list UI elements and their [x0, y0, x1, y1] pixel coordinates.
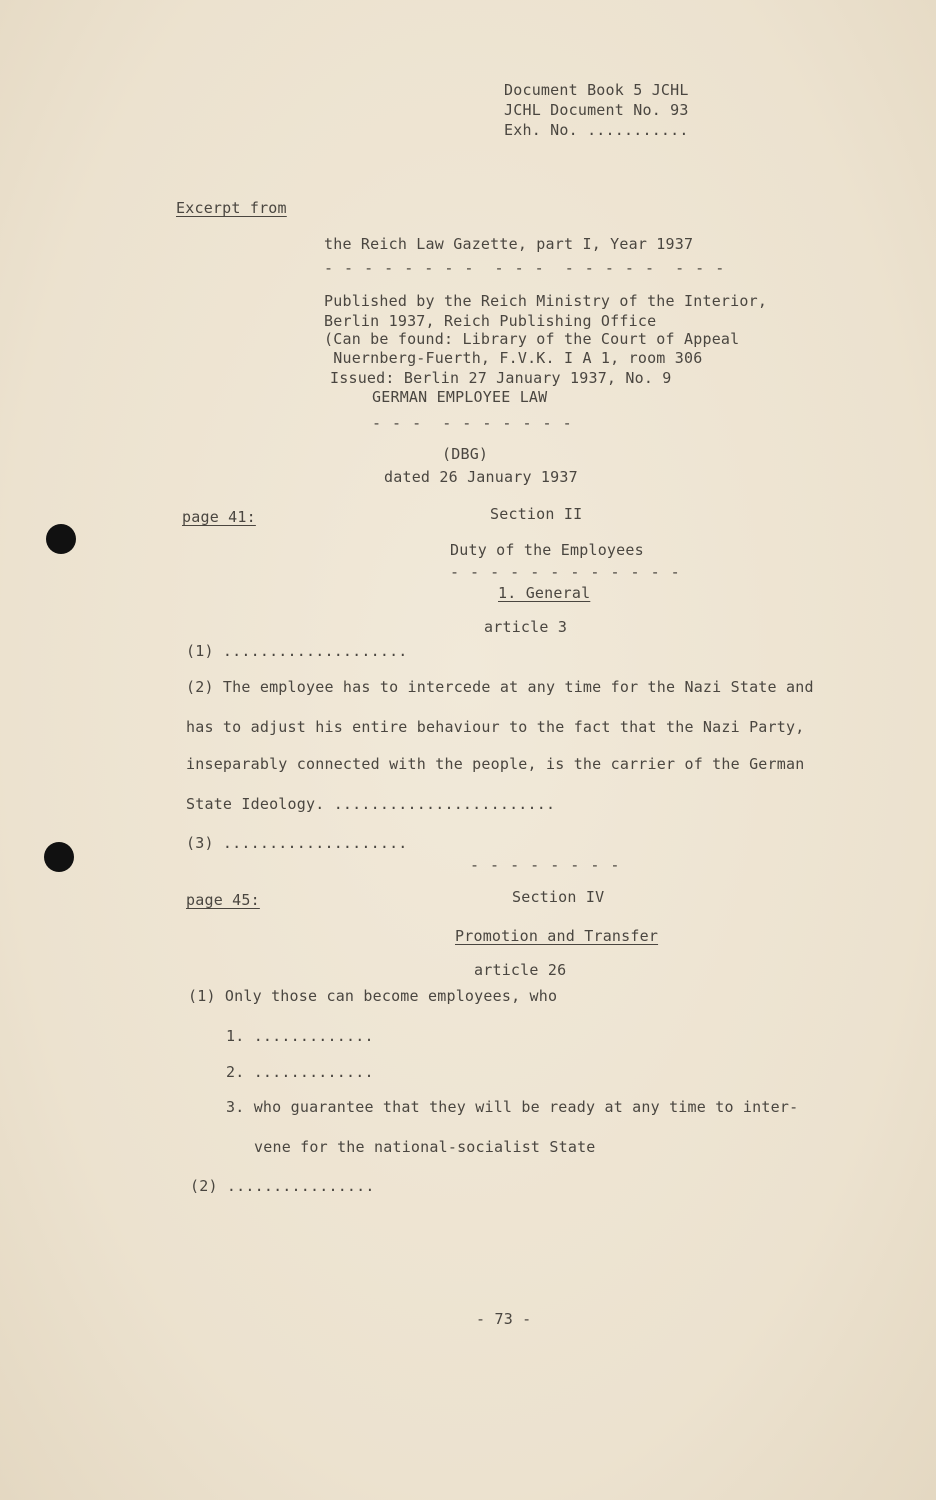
law-abbreviation: (DBG) — [442, 445, 489, 463]
published-line-2: Berlin 1937, Reich Publishing Office — [324, 312, 657, 330]
section-iv-heading: Section IV — [512, 888, 605, 906]
article-3-para-2-line-2: has to adjust his entire behaviour to the fact that the Nazi Party, — [186, 718, 805, 736]
gazette-title: the Reich Law Gazette, part I, Year 1937 — [324, 235, 694, 253]
section-ii-end-rule: - - - - - - - - — [470, 856, 621, 874]
page-ref-45: page 45: — [186, 891, 260, 909]
article-3-para-1: (1) .................... — [186, 642, 408, 660]
header-document-number: JCHL Document No. 93 — [504, 101, 689, 119]
article-26-para-2: (2) ................ — [190, 1177, 375, 1195]
found-line-1: (Can be found: Library of the Court of Appeal — [324, 330, 740, 348]
law-date: dated 26 January 1937 — [384, 468, 578, 486]
section-ii-heading: Section II — [490, 505, 583, 523]
gazette-title-rule: - - - - - - - - - - - - - - - - - - - — [324, 259, 726, 277]
published-line-1: Published by the Reich Ministry of the Interior, — [324, 292, 768, 310]
article-26-item-3-line-1: 3. who guarantee that they will be ready at any time to inter- — [226, 1098, 799, 1116]
law-title-rule: - - - - - - - - - - — [372, 414, 573, 432]
section-iv-subheading: Promotion and Transfer — [455, 927, 659, 945]
page-number: - 73 - — [476, 1310, 532, 1328]
article-26-item-3-line-2: vene for the national-socialist State — [254, 1138, 596, 1156]
article-3-para-2-line-1: (2) The employee has to intercede at any time for the Nazi State and — [186, 678, 814, 696]
found-line-2: Nuernberg-Fuerth, F.V.K. I A 1, room 306 — [324, 349, 703, 367]
punch-hole — [46, 524, 76, 554]
issued-line: Issued: Berlin 27 January 1937, No. 9 — [330, 369, 672, 387]
article-3-heading: article 3 — [484, 618, 568, 636]
article-26-heading: article 26 — [474, 961, 567, 979]
header-exhibit-number: Exh. No. ........... — [504, 121, 689, 139]
page-ref-41: page 41: — [182, 508, 256, 526]
subsection-general: 1. General — [498, 584, 591, 602]
article-3-para-3: (3) .................... — [186, 834, 408, 852]
section-ii-subheading: Duty of the Employees — [450, 541, 644, 559]
law-title: GERMAN EMPLOYEE LAW — [372, 388, 548, 406]
article-3-para-2-line-4: State Ideology. ........................ — [186, 795, 556, 813]
article-26-item-2: 2. ............. — [226, 1063, 374, 1081]
article-26-para-1: (1) Only those can become employees, who — [188, 987, 558, 1005]
article-3-para-2-line-3: inseparably connected with the people, is the carrier of the German — [186, 755, 805, 773]
punch-hole — [44, 842, 74, 872]
header-document-book: Document Book 5 JCHL — [504, 81, 689, 99]
excerpt-label: Excerpt from — [176, 199, 287, 217]
article-26-item-1: 1. ............. — [226, 1027, 374, 1045]
section-ii-rule: - - - - - - - - - - - - — [450, 563, 681, 581]
